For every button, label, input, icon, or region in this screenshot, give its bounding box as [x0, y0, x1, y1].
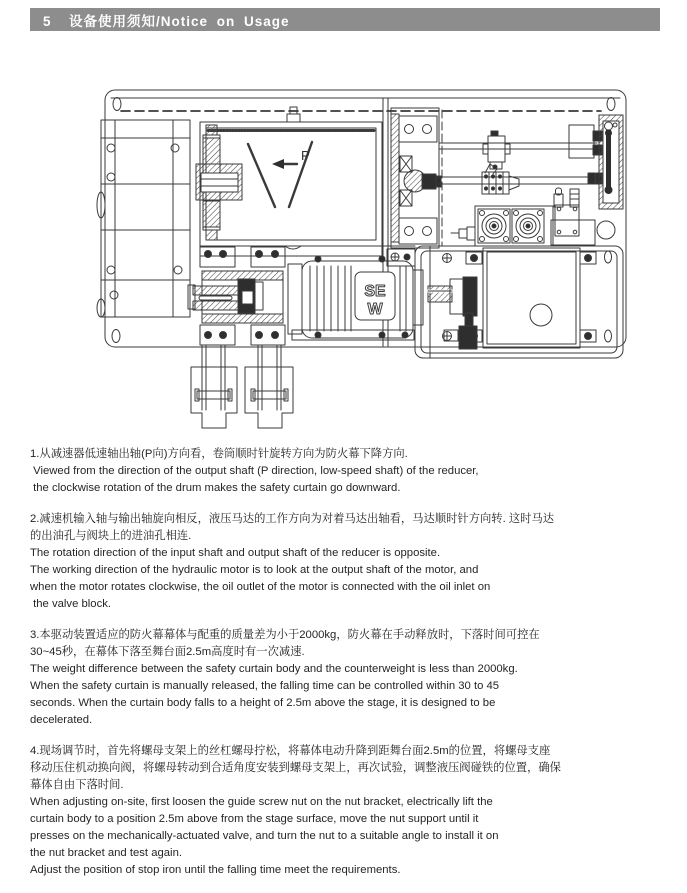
oil-tank: [483, 248, 580, 348]
note-paragraph: [30, 446, 670, 497]
limit-lever-plate: [599, 115, 623, 209]
drum-shaft-flange: [196, 125, 242, 240]
reducer-gearbox: [97, 120, 190, 317]
note-line: 4.现场调节时，首先将螺母支架上的丝杠螺母拧松，将幕体电动升降到距舞台面2.5m的位置，将螺母支座: [30, 745, 551, 757]
drum-bearing-block: [391, 108, 442, 248]
note-line: the valve block.: [30, 598, 112, 610]
note-line: When the safety curtain is manually released, the falling time can be controlled within 30 to 45: [30, 680, 500, 692]
note-line: when the motor rotates clockwise, the oil outlet of the motor is connected with the oil inlet on: [30, 581, 491, 593]
note-line: The working direction of the hydraulic motor is to look at the output shaft of the motor, and: [30, 564, 479, 576]
section-title: 5 设备使用须知/Notice on Usage: [43, 13, 290, 29]
hydraulic-power-unit-base: [387, 246, 623, 358]
note-line: curtain body to a position 2.5m above from the stage surface, move the nut support until it: [30, 813, 479, 825]
note-paragraph: [30, 511, 670, 613]
note-line: 1.从减速器低速轴出轴(P向)方向看，卷筒顺时针旋转方向为防火幕下降方向.: [30, 448, 408, 460]
chain-drive-coupling: [428, 277, 477, 349]
brake-coupling: [188, 247, 285, 345]
note-line: decelerated.: [30, 714, 93, 726]
note-line: 2.减速机输入轴与输出轴旋向相反，液压马达的工作方向为对着马达出轴看，马达顺时针方向转. 这时马达: [30, 513, 555, 525]
frame-hole: [597, 221, 615, 239]
note-paragraph: [30, 743, 670, 879]
drive-unit-drawing: [85, 80, 645, 440]
note-line: The rotation direction of the input shaft and output shaft of the reducer is opposite.: [30, 547, 441, 559]
hydraulic-valve-block: [451, 206, 553, 246]
motor-brand-text-top: SE: [364, 283, 386, 300]
note-line: 30~45秒，在幕体下落至舞台面2.5m高度时有一次减速.: [30, 646, 305, 658]
note-line: Viewed from the direction of the output shaft (P direction, low-speed shaft) of the reducer,: [30, 465, 479, 477]
motor-brand-text-bottom: W: [367, 301, 383, 318]
note-line: When adjusting on-site, first loosen the guide screw nut on the nut bracket, electrically lift the: [30, 796, 493, 808]
upper-shaft: [439, 125, 602, 169]
note-line: the clockwise rotation of the drum makes the safety curtain go downward.: [30, 482, 401, 494]
section-header-bar: [30, 8, 660, 31]
note-line: 的出油孔与阀块上的进油孔相连.: [30, 530, 192, 542]
p-direction-label: P: [301, 148, 310, 163]
note-line: 3.本驱动装置适应的防火幕幕体与配重的质量差为小于2000kg，防火幕在手动释放时，下落时间可控在: [30, 629, 540, 641]
note-line: the nut bracket and test again.: [30, 847, 182, 859]
note-line: presses on the mechanically-actuated valve, and turn the nut to a suitable angle to install it on: [30, 830, 499, 842]
note-line: The weight difference between the safety curtain body and the counterweight is less than 2000kg.: [30, 663, 518, 675]
note-line: 移动压住机动换向阀，将螺母转动到合适角度安装到螺母支架上，再次试验，调整液压阀碰铁的位置，确保: [30, 762, 561, 774]
note-line: Adjust the position of stop iron until the falling time meet the requirements.: [30, 864, 401, 876]
note-line: 幕体自由下落时间.: [30, 779, 124, 791]
note-paragraph: [30, 627, 670, 729]
hanging-brackets: [191, 345, 293, 428]
notes-section: [30, 446, 670, 893]
note-line: seconds. When the curtain body falls to a height of 2.5m above the stage, it is designed to be: [30, 697, 496, 709]
drive-unit-diagram: [85, 80, 645, 440]
tank-port: [530, 304, 552, 326]
sew-motor: [288, 256, 423, 340]
